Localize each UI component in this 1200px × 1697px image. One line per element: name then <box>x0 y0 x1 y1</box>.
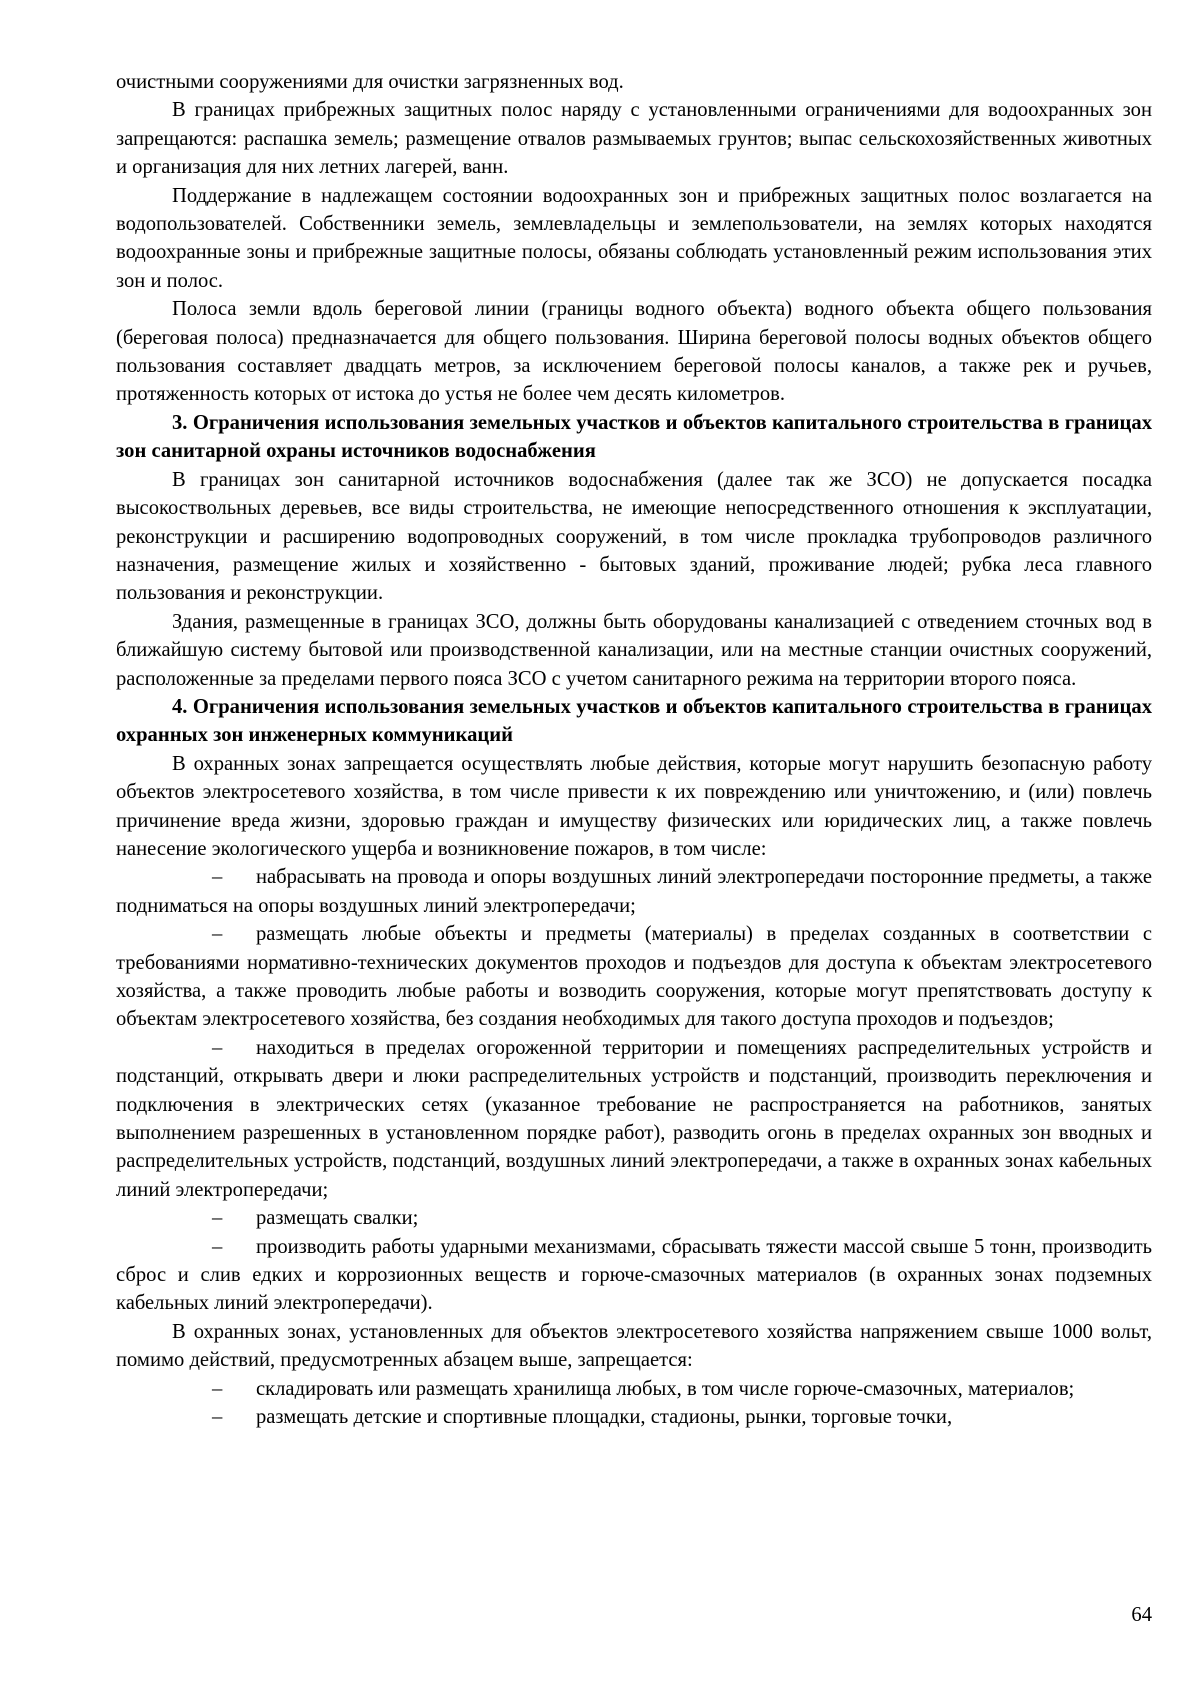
dash-marker: – <box>212 1406 223 1429</box>
list-item-text: находиться в пределах огороженной территории и помещениях распределительных устройств и подстанций, открывать двери и люки распределительных устройств и подстанций, производить переключения и подключения в электрических сетях (указанное требование не распространяется на работников, занятых выполнением разрешенных в установленном порядке работ), разводить огонь в пределах охранных зон вводных и распределительных устройств, подстанций, воздушных линий электропередачи, а также в охранных зонах кабельных линий электропередачи; <box>116 1036 1152 1201</box>
dash-marker: – <box>212 1235 223 1258</box>
section-heading-3: 3. Ограничения использования земельных участков и объектов капитального строительства в границах зон санитарной охраны источников водоснабжения <box>116 411 1152 463</box>
paragraph-5: В границах зон санитарной источников водоснабжения (далее так же ЗСО) не допускается посадка высокоствольных деревьев, все виды строительства, не имеющие непосредственного отношения к эксплуатации, реконструкции и расширению водопроводных сооружений, в том числе прокладка трубопроводов различного назначения, размещение жилых и хозяйственно - бытовых зданий, проживание людей; рубка леса главного пользования и реконструкции. <box>116 468 1152 605</box>
paragraph-2: Поддержание в надлежащем состоянии водоохранных зон и прибрежных защитных полос возлагается на водопользователей. Собственники земель, землевладельцы и землепользователи, на землях которых находятся водоохранные зоны и прибрежные защитные полосы, обязаны соблюдать установленный режим использования этих зон и полос. <box>116 184 1152 292</box>
dash-marker: – <box>212 1377 223 1400</box>
list-item-text: набрасывать на провода и опоры воздушных линий электропередачи посторонние предметы, а также подниматься на опоры воздушных линий электропередачи; <box>116 866 1152 917</box>
paragraph-8: В охранных зонах запрещается осуществлять любые действия, которые могут нарушить безопасную работу объектов электросетевого хозяйства, в том числе привести к их повреждению или уничтожению, и (или) повлечь причинение вреда жизни, здоровью граждан и имуществу физических или юридических лиц, а также повлечь нанесение экологического ущерба и возникновение пожаров, в том числе: <box>116 752 1152 860</box>
document-page <box>116 68 1152 1432</box>
list-item-text: размещать детские и спортивные площадки, стадионы, рынки, торговые точки, <box>256 1406 953 1429</box>
list-item <box>116 1403 1152 1431</box>
list-item <box>116 920 1152 1034</box>
paragraph-14: В охранных зонах, установленных для объектов электросетевого хозяйства напряжением свыше 1000 вольт, помимо действий, предусмотренных абзацем выше, запрещается: <box>116 1320 1152 1372</box>
list-item <box>116 1233 1152 1318</box>
paragraph-0: очистными сооружениями для очистки загрязненных вод. <box>116 71 624 93</box>
list-item-text: складировать или размещать хранилища любых, в том числе горюче-смазочных, материалов; <box>256 1377 1075 1400</box>
dash-marker: – <box>212 866 223 889</box>
list-item-text: размещать свалки; <box>256 1207 419 1230</box>
list-item <box>116 863 1152 920</box>
paragraph-6: Здания, размещенные в границах ЗСО, должны быть оборудованы канализацией с отведением сточных вод в ближайшую систему бытовой или производственной канализации, или на местные станции очистных сооружений, расположенные за пределами первого пояса ЗСО с учетом санитарного режима на территории второго пояса. <box>116 610 1152 690</box>
list-item <box>116 1375 1152 1403</box>
paragraph-3: Полоса земли вдоль береговой линии (границы водного объекта) водного объекта общего пользования (береговая полоса) предназначается для общего пользования. Ширина береговой полосы водных объектов общего пользования составляет двадцать метров, за исключением береговой полосы каналов, а также рек и ручьев, протяженность которых от истока до устья не более чем десять километров. <box>116 298 1152 406</box>
dash-marker: – <box>212 1036 223 1059</box>
list-item <box>116 1204 1152 1232</box>
list-item <box>116 1034 1152 1204</box>
dash-marker: – <box>212 1207 223 1230</box>
page-number: 64 <box>1131 1604 1152 1626</box>
list-item-text: размещать любые объекты и предметы (материалы) в пределах созданных в соответствии с требованиями нормативно-технических документов проходов и подъездов для доступа к объектам электросетевого хозяйства, а также проводить любые работы и возводить сооружения, которые могут препятствовать доступу к объектам электросетевого хозяйства, без создания необходимых для такого доступа проходов и подъездов; <box>116 923 1152 1031</box>
section-heading-4: 4. Ограничения использования земельных участков и объектов капитального строительства в границах охранных зон инженерных коммуникаций <box>116 695 1152 747</box>
list-item-text: производить работы ударными механизмами, сбрасывать тяжести массой свыше 5 тонн, производить сброс и слив едких и коррозионных веществ и горюче-смазочных материалов (в охранных зонах подземных кабельных линий электропередачи). <box>116 1235 1152 1315</box>
paragraph-1: В границах прибрежных защитных полос наряду с установленными ограничениями для водоохранных зон запрещаются: распашка земель; размещение отвалов размываемых грунтов; выпас сельскохозяйственных животных и организация для них летних лагерей, ванн. <box>116 99 1152 179</box>
dash-marker: – <box>212 923 223 946</box>
